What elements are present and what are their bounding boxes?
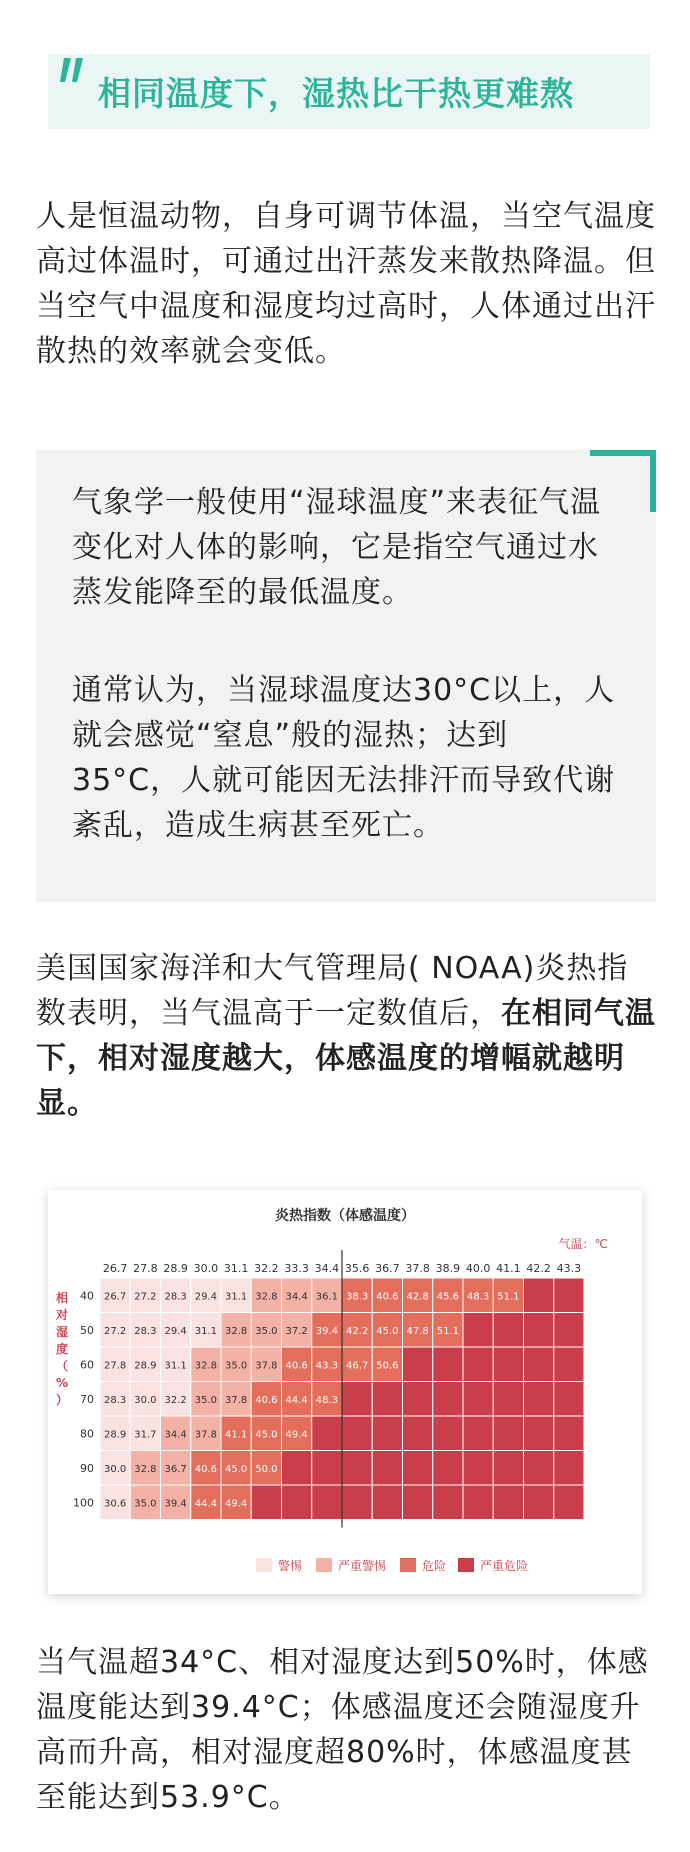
x-tick-label: 31.1 xyxy=(223,1262,249,1275)
cell-value-label: 35.0 xyxy=(134,1498,157,1510)
cell-value-label: 32.8 xyxy=(255,1291,278,1303)
cell-value-label: 46.7 xyxy=(345,1360,369,1372)
heat-cell xyxy=(403,1485,433,1520)
heat-cell xyxy=(433,1347,463,1382)
chart-ylabel-char: ） xyxy=(55,1393,69,1407)
legend-label: 警惕 xyxy=(278,1559,303,1573)
legend-label: 严重警惕 xyxy=(338,1559,387,1573)
heat-cell xyxy=(524,1278,554,1313)
cell-value-label: 28.3 xyxy=(134,1325,157,1337)
cell-value-label: 32.8 xyxy=(194,1360,218,1372)
chart-ylabel-char: 度 xyxy=(55,1342,69,1356)
chart-xlabel: 气温：℃ xyxy=(558,1237,608,1251)
chart-ylabel-char: （ xyxy=(55,1359,69,1373)
cell-value-label: 37.8 xyxy=(224,1394,248,1406)
heat-cell xyxy=(312,1451,342,1486)
heat-cell xyxy=(493,1451,523,1486)
heat-cell xyxy=(524,1416,554,1451)
cell-value-label: 48.3 xyxy=(466,1291,490,1303)
heat-cell xyxy=(433,1382,463,1417)
heat-cell xyxy=(524,1313,554,1348)
chart-title: 炎热指数（体感温度） xyxy=(275,1208,415,1224)
x-tick-label: 28.9 xyxy=(163,1262,188,1275)
heat-index-svg xyxy=(48,1190,642,1594)
cell-value-label: 49.4 xyxy=(285,1429,308,1441)
y-tick-label: 40 xyxy=(80,1289,94,1303)
heat-cell xyxy=(372,1382,402,1417)
cell-value-label: 50.6 xyxy=(376,1360,399,1372)
cell-value-label: 37.2 xyxy=(285,1325,308,1337)
heat-cell xyxy=(554,1416,584,1451)
cell-value-label: 28.9 xyxy=(134,1360,157,1372)
heat-cell xyxy=(433,1485,463,1520)
cell-value-label: 28.3 xyxy=(164,1291,187,1303)
cell-value-label: 45.0 xyxy=(224,1463,248,1475)
heat-cell xyxy=(463,1485,493,1520)
x-tick-label: 36.7 xyxy=(375,1262,400,1275)
heat-cell xyxy=(312,1485,342,1520)
cell-value-label: 30.0 xyxy=(103,1463,127,1475)
cell-value-label: 40.6 xyxy=(376,1291,399,1303)
x-tick-label: 30.0 xyxy=(193,1262,219,1275)
heat-cell xyxy=(372,1451,402,1486)
x-tick-label: 32.2 xyxy=(254,1262,279,1275)
heat-cell xyxy=(554,1485,584,1520)
cell-value-label: 39.4 xyxy=(315,1325,339,1337)
heat-cell xyxy=(493,1382,523,1417)
cell-value-label: 31.1 xyxy=(224,1291,248,1303)
cell-value-label: 36.1 xyxy=(315,1291,339,1303)
heat-cell xyxy=(342,1416,372,1451)
cell-value-label: 47.8 xyxy=(406,1325,429,1337)
cell-value-label: 27.2 xyxy=(103,1325,127,1337)
cell-value-label: 44.4 xyxy=(194,1498,218,1510)
paragraph-summary: 当气温超34°C、相对湿度达到50%时，体感温度能达到39.4°C；体感温度还会随湿度升高而升高，相对湿度超80%时，体感温度甚至能达到53.9°C。 xyxy=(36,1645,649,1815)
y-tick-label: 100 xyxy=(73,1496,94,1510)
chart-ylabel-char: % xyxy=(55,1376,69,1390)
x-tick-label: 33.3 xyxy=(284,1262,309,1275)
heat-cell xyxy=(524,1485,554,1520)
x-tick-label: 27.8 xyxy=(133,1262,158,1275)
cell-value-label: 42.8 xyxy=(406,1291,429,1303)
cell-value-label: 34.4 xyxy=(285,1291,308,1303)
heat-cell xyxy=(463,1416,493,1451)
cell-value-label: 51.1 xyxy=(436,1325,460,1337)
cell-value-label: 32.8 xyxy=(224,1325,248,1337)
y-tick-label: 80 xyxy=(80,1427,94,1441)
heat-cell xyxy=(433,1451,463,1486)
heat-cell xyxy=(372,1485,402,1520)
cell-value-label: 29.4 xyxy=(164,1325,187,1337)
cell-value-label: 51.1 xyxy=(497,1291,520,1303)
cell-value-label: 49.4 xyxy=(224,1498,248,1510)
paragraph-noaa xyxy=(36,946,658,1126)
cell-value-label: 30.6 xyxy=(103,1498,127,1510)
cell-value-label: 45.0 xyxy=(376,1325,399,1337)
heat-cell xyxy=(554,1382,584,1417)
y-tick-label: 70 xyxy=(80,1392,94,1406)
y-tick-label: 50 xyxy=(80,1323,94,1337)
cell-value-label: 26.7 xyxy=(103,1291,127,1303)
cell-value-label: 34.4 xyxy=(164,1429,187,1441)
heat-cell xyxy=(493,1347,523,1382)
x-tick-label: 37.8 xyxy=(405,1262,430,1275)
heat-cell xyxy=(493,1485,523,1520)
cell-value-label: 37.8 xyxy=(255,1360,278,1372)
cell-value-label: 30.0 xyxy=(134,1394,157,1406)
cell-value-label: 32.8 xyxy=(134,1463,157,1475)
heat-cell xyxy=(524,1382,554,1417)
legend-label: 危险 xyxy=(422,1559,447,1573)
cell-value-label: 38.3 xyxy=(345,1291,369,1303)
legend-swatch xyxy=(256,1558,272,1572)
quote-paragraph-2: 通常认为，当湿球温度达30°C以上，人就会感觉“窒息”般的湿热；达到35°C，人就可能因无法排汗而导致代谢紊乱，造成生病甚至死亡。 xyxy=(72,673,616,843)
heat-cell xyxy=(312,1416,342,1451)
heat-cell xyxy=(554,1278,584,1313)
heat-cell xyxy=(372,1416,402,1451)
legend-label: 严重危险 xyxy=(480,1559,529,1573)
section-heading xyxy=(48,54,650,129)
heat-cell xyxy=(342,1451,372,1486)
cell-value-label: 37.8 xyxy=(194,1429,218,1441)
legend-swatch xyxy=(400,1558,416,1572)
cell-value-label: 35.0 xyxy=(255,1325,278,1337)
heat-cell xyxy=(554,1313,584,1348)
cell-value-label: 40.6 xyxy=(255,1394,278,1406)
x-tick-label: 35.6 xyxy=(344,1262,370,1275)
cell-value-label: 36.7 xyxy=(164,1463,187,1475)
cell-value-label: 35.0 xyxy=(194,1394,218,1406)
cell-value-label: 40.6 xyxy=(285,1360,308,1372)
y-tick-label: 90 xyxy=(80,1461,94,1475)
cell-value-label: 41.1 xyxy=(224,1429,248,1441)
x-tick-label: 42.2 xyxy=(526,1262,551,1275)
x-tick-label: 41.1 xyxy=(496,1262,521,1275)
cell-value-label: 31.1 xyxy=(194,1325,218,1337)
x-tick-label: 43.3 xyxy=(556,1262,582,1275)
chart-ylabel-char: 对 xyxy=(55,1308,69,1322)
heat-cell xyxy=(493,1416,523,1451)
cell-value-label: 50.0 xyxy=(255,1463,278,1475)
heat-cell xyxy=(463,1313,493,1348)
cell-value-label: 42.2 xyxy=(345,1325,369,1337)
cell-value-label: 45.6 xyxy=(436,1291,460,1303)
cell-value-label: 29.4 xyxy=(194,1291,218,1303)
cell-value-label: 44.4 xyxy=(285,1394,308,1406)
cell-value-label: 28.3 xyxy=(103,1394,127,1406)
heat-cell xyxy=(342,1382,372,1417)
cell-value-label: 45.0 xyxy=(255,1429,278,1441)
heat-cell xyxy=(433,1416,463,1451)
heat-cell xyxy=(463,1451,493,1486)
chart-ylabel-char: 湿 xyxy=(55,1325,69,1339)
cell-value-label: 43.3 xyxy=(315,1360,339,1372)
heat-cell xyxy=(403,1347,433,1382)
heat-cell xyxy=(463,1347,493,1382)
paragraph-intro: 人是恒温动物，自身可调节体温，当空气温度高过体温时，可通过出汗蒸发来散热降温。但当空气中温度和湿度均过高时，人体通过出汗散热的效率就会变低。 xyxy=(36,199,656,369)
heat-index-chart xyxy=(48,1190,642,1594)
cell-value-label: 32.2 xyxy=(164,1394,187,1406)
cell-value-label: 27.8 xyxy=(103,1360,127,1372)
chart-ylabel-char: 相 xyxy=(55,1291,69,1305)
heat-cell xyxy=(493,1313,523,1348)
x-tick-label: 26.7 xyxy=(102,1262,128,1275)
cell-value-label: 35.0 xyxy=(224,1360,248,1372)
cell-value-label: 39.4 xyxy=(164,1498,187,1510)
heat-cell xyxy=(524,1347,554,1382)
y-tick-label: 60 xyxy=(80,1358,94,1372)
paragraph-noaa-normal: 美国国家海洋和大气管理局( NOAA)炎热指数表明，当气温高于一定数值后， xyxy=(36,951,629,1031)
cell-value-label: 27.2 xyxy=(134,1291,157,1303)
heat-cell xyxy=(403,1451,433,1486)
heat-cell xyxy=(282,1451,312,1486)
heat-cell xyxy=(554,1451,584,1486)
heat-cell xyxy=(403,1382,433,1417)
heat-cell xyxy=(463,1382,493,1417)
cell-value-label: 48.3 xyxy=(315,1394,339,1406)
heat-cell xyxy=(403,1416,433,1451)
cell-value-label: 31.7 xyxy=(134,1429,157,1441)
legend-swatch xyxy=(458,1558,474,1572)
heat-cell xyxy=(282,1485,312,1520)
heading-title: 相同温度下，湿热比干热更难熬 xyxy=(98,74,574,113)
heat-cell xyxy=(251,1485,281,1520)
heat-cell xyxy=(342,1485,372,1520)
heat-cell xyxy=(554,1347,584,1382)
x-tick-label: 40.0 xyxy=(465,1262,491,1275)
cell-value-label: 31.1 xyxy=(164,1360,187,1372)
x-tick-label: 38.9 xyxy=(435,1262,461,1275)
paragraph-noaa-bold: 在相同气温下，相对湿度越大，体感温度的增幅就越明显。 xyxy=(36,996,656,1121)
quote-paragraph-1: 气象学一般使用“湿球温度”来表征气温变化对人体的影响，它是指空气通过水蒸发能降至的最低温度。 xyxy=(72,485,602,610)
x-tick-label: 34.4 xyxy=(314,1262,340,1275)
heat-cell xyxy=(524,1451,554,1486)
legend-swatch xyxy=(316,1558,332,1572)
cell-value-label: 28.9 xyxy=(103,1429,127,1441)
cell-value-label: 40.6 xyxy=(194,1463,218,1475)
quote-mark-icon xyxy=(60,56,90,96)
